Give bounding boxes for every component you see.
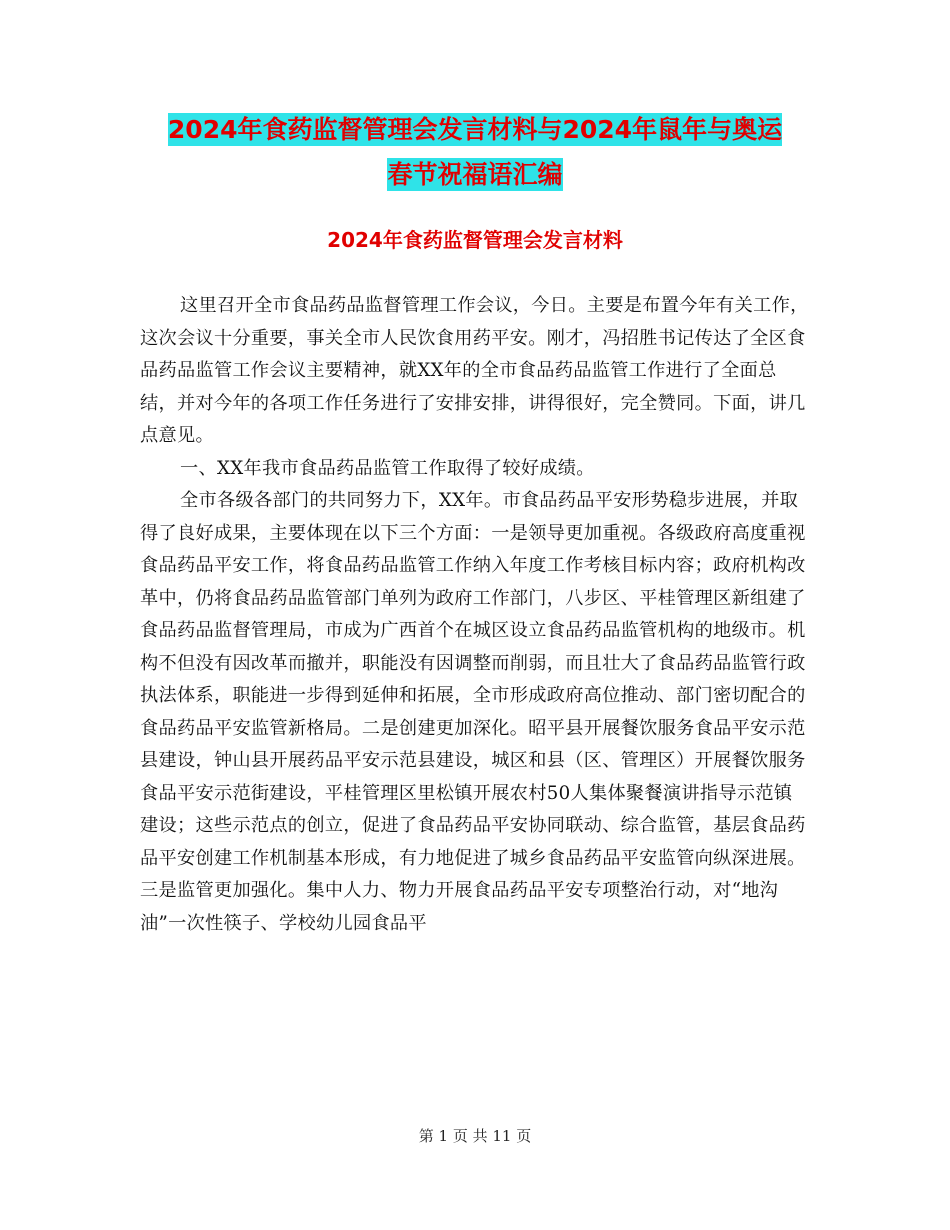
section-heading: 2024年食药监督管理会发言材料 [327,228,623,252]
document-body [140,290,810,940]
title-highlight-2: 春节祝福语汇编 [387,160,563,189]
paragraph-achievements: 全市各级各部门的共同努力下，XX年。市食品药品平安形势稳步进展，并取得了良好成果，主要体现在以下三个方面：一是领导更加重视。各级政府高度重视食品药品平安工作，将食品药品监管工作纳入年度工作考核目标内容；政府机构改革中，仍将食品药品监管部门单列为政府工作部门，八步区、平桂管理区新组建了食品药品监督管理局，市成为广西首个在城区设立食品药品监管机构的地级市。机构不但没有因改革而撤并，职能没有因调整而削弱，而且壮大了食品药品监管行政执法体系，职能进一步得到延伸和拓展，全市形成政府高位推动、部门密切配合的食品药品平安监管新格局。二是创建更加深化。昭平县开展餐饮服务食品平安示范县建设，钟山县开展药品平安示范县建设，城区和县（区、管理区）开展餐饮服务食品平安示范街建设，平桂管理区里松镇开展农村50人集体聚餐演讲指导示范镇建设；这些示范点的创立，促进了食品药品平安协同联动、综合监管，基层食品药品平安创建工作机制基本形成，有力地促进了城乡食品药品平安监管向纵深进展。三是监管更加强化。集中人力、物力开展食品药品平安专项整治行动，对“地沟油”一次性筷子、学校幼儿园食品平 [140,490,806,934]
paragraph-intro: 这里召开全市食品药品监督管理工作会议，今日。主要是布置今年有关工作，这次会议十分重要，事关全市人民饮食用药平安。刚才，冯招胜书记传达了全区食品药品监管工作会议主要精神，就XX年的全市食品药品监管工作进行了全面总结，并对今年的各项工作任务进行了安排安排，讲得很好，完全赞同。下面，讲几点意见。 [140,295,809,446]
paragraph-section-1-heading: 一、XX年我市食品药品监管工作取得了较好成绩。 [180,457,595,479]
document-title-line-2 [0,158,950,192]
title-highlight-1: 2024年食药监督管理会发言材料与2024年鼠年与奥运 [167,115,783,144]
page-footer: 第 1 页 共 11 页 [418,1127,532,1145]
document-title-line-1 [0,113,950,147]
